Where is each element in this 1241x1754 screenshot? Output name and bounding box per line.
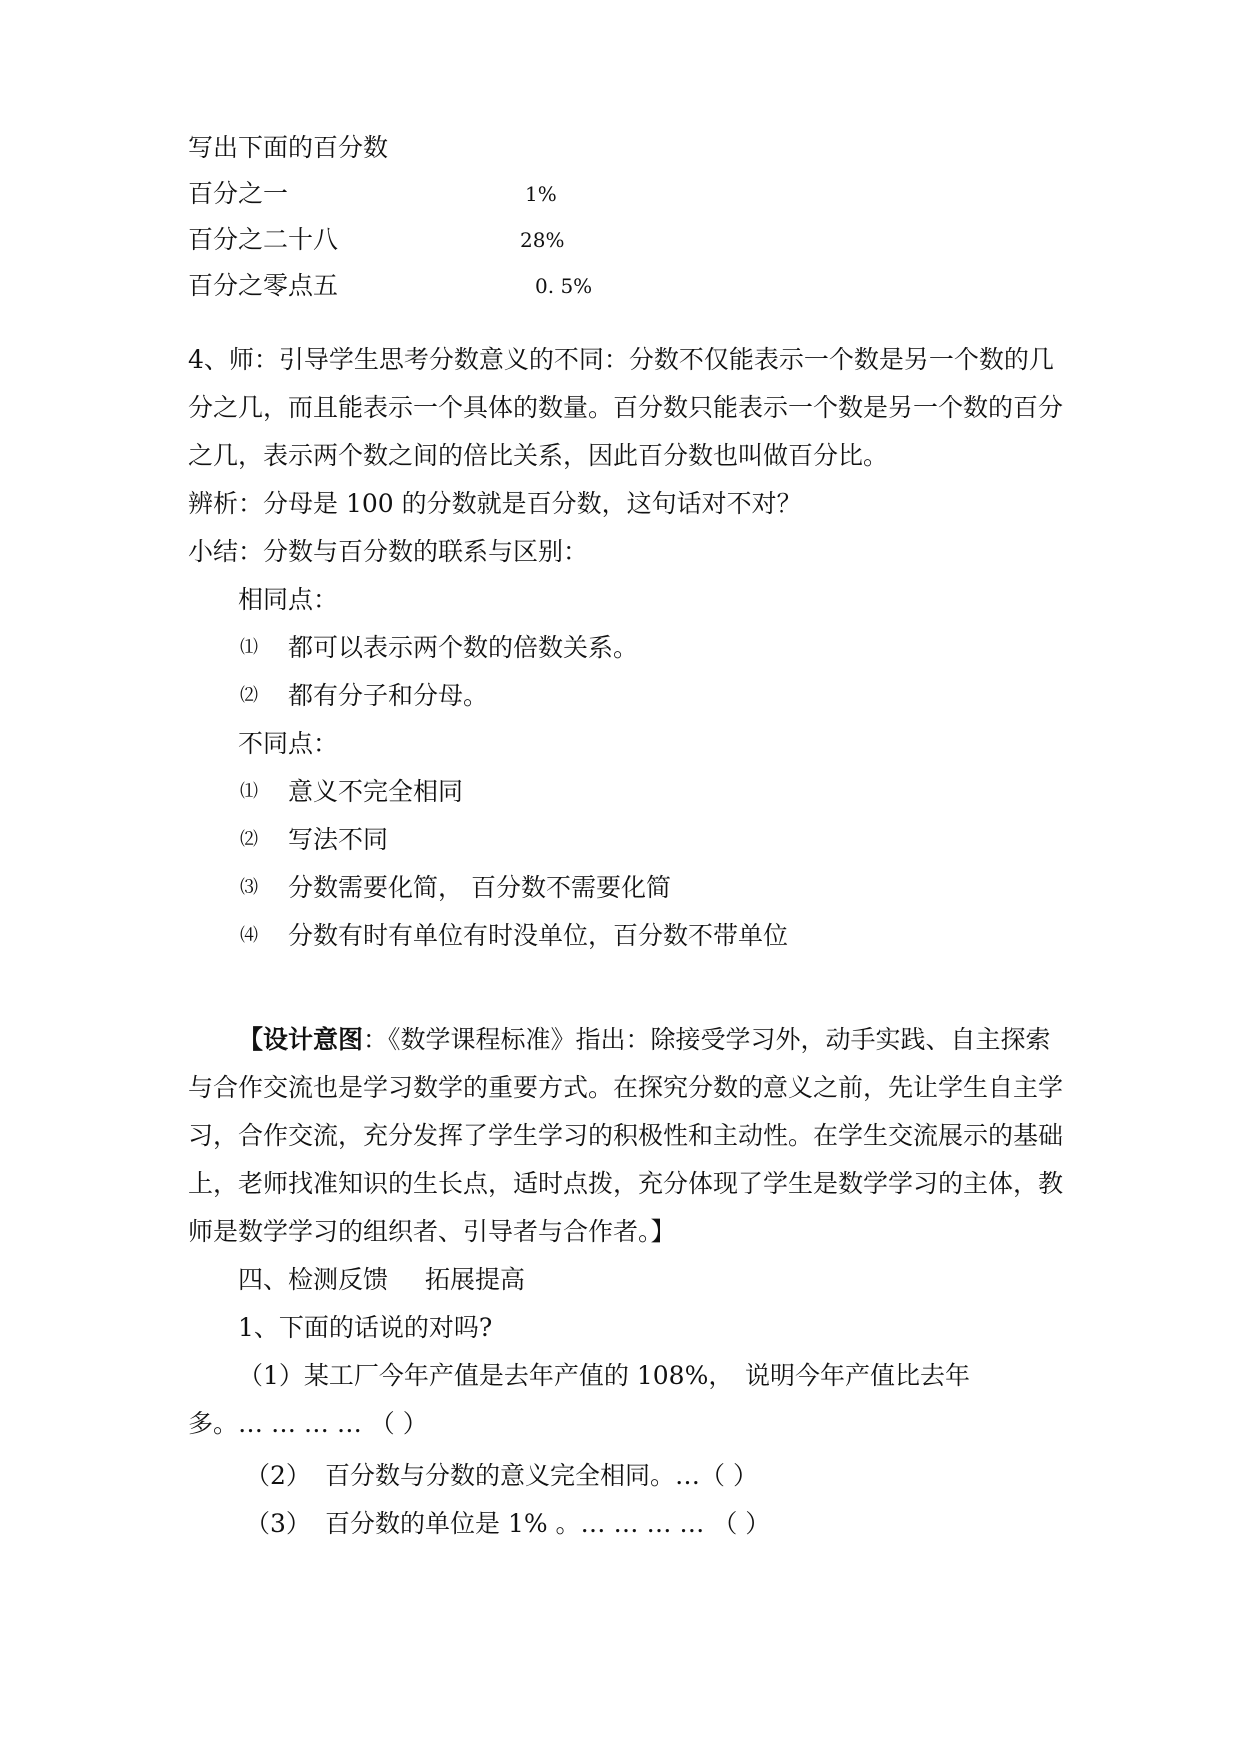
- design-line: 与合作交流也是学习数学的重要方式。在探究分数的意义之前，先让学生自主学: [188, 1073, 1064, 1102]
- question-3: 百分数的单位是 1% 。… … … … （ ）: [325, 1509, 771, 1538]
- question-2: 百分数与分数的意义完全相同。…（ ）: [325, 1461, 758, 1490]
- row-value: 28%: [520, 228, 565, 252]
- section-title-2: 拓展提高: [425, 1265, 526, 1294]
- teacher-line: 4、师：引导学生思考分数意义的不同：分数不仅能表示一个数是另一个数的几: [188, 345, 1054, 374]
- same-item: 都有分子和分母。: [288, 681, 489, 710]
- question-intro: 1、下面的话说的对吗?: [238, 1313, 493, 1342]
- item-number: ⑷: [240, 925, 258, 946]
- design-line: 师是数学学习的组织者、引导者与合作者。】: [188, 1217, 676, 1246]
- section-title: 四、检测反馈: [238, 1265, 389, 1294]
- question-1-cont: 说明今年产值比去年: [745, 1361, 971, 1390]
- diff-title: 不同点：: [238, 729, 339, 758]
- design-first-line: [238, 1024, 1051, 1056]
- design-line: 习，合作交流，充分发挥了学生学习的积极性和主动性。在学生交流展示的基础: [188, 1121, 1064, 1150]
- row-words: 百分之零点五: [188, 271, 339, 300]
- question-1: （1）某工厂今年产值是去年产值的 108%，: [238, 1361, 734, 1390]
- row-value: 1%: [525, 182, 557, 206]
- design-text: ：《数学课程标准》指出：除接受学习外，动手实践、自主探索: [363, 1025, 1051, 1054]
- item-number: ⑴: [240, 781, 258, 802]
- design-line: 上，老师找准知识的生长点，适时点拨，充分体现了学生是数学学习的主体，教: [188, 1169, 1064, 1198]
- question-3-number: （3）: [245, 1509, 311, 1538]
- diff-item: 分数需要化简， 百分数不需要化简: [288, 873, 671, 902]
- same-item: 都可以表示两个数的倍数关系。: [288, 633, 639, 662]
- diff-item: 写法不同: [288, 825, 389, 854]
- item-number: ⑶: [240, 877, 258, 898]
- row-words: 百分之二十八: [188, 225, 339, 254]
- write-heading: 写出下面的百分数: [188, 133, 389, 162]
- question-2-number: （2）: [245, 1461, 311, 1490]
- row-words: 百分之一: [188, 179, 289, 208]
- discern-text: 辨析：分母是 100 的分数就是百分数，这句话对不对？: [188, 489, 802, 518]
- item-number: ⑵: [240, 685, 258, 706]
- teacher-line: 之几，表示两个数之间的倍比关系，因此百分数也叫做百分比。: [188, 441, 889, 470]
- diff-item: 意义不完全相同: [288, 777, 464, 806]
- same-title: 相同点：: [238, 585, 339, 614]
- teacher-line: 分之几，而且能表示一个具体的数量。百分数只能表示一个数是另一个数的百分: [188, 393, 1064, 422]
- question-1-end: 多。… … … … （ ）: [188, 1409, 428, 1438]
- summary-title: 小结：分数与百分数的联系与区别：: [188, 537, 589, 566]
- diff-item: 分数有时有单位有时没单位，百分数不带单位: [288, 921, 789, 950]
- row-value: 0. 5%: [535, 274, 593, 298]
- design-label: 【设计意图: [238, 1025, 364, 1054]
- item-number: ⑴: [240, 637, 258, 658]
- item-number: ⑵: [240, 829, 258, 850]
